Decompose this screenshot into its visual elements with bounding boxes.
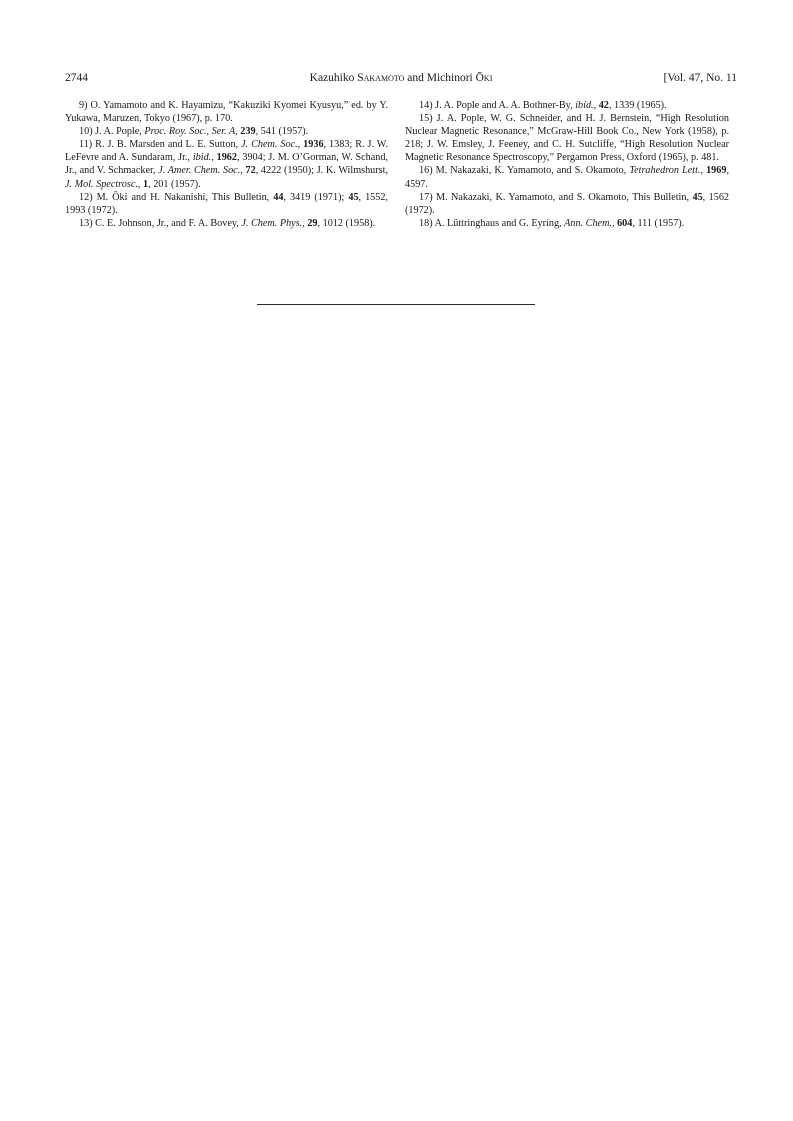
journal-title: J. Mol. Spectrosc. xyxy=(65,178,138,190)
volume-number: 72 xyxy=(245,165,256,177)
volume-number: 42 xyxy=(598,100,609,111)
volume-number: 604 xyxy=(617,217,633,229)
references-right-column xyxy=(405,99,729,230)
reference-entry xyxy=(405,164,729,190)
end-of-article-rule xyxy=(257,304,535,306)
running-title-mid: and Michinori xyxy=(404,72,476,84)
reference-entry xyxy=(65,217,388,230)
reference-text: , xyxy=(211,152,217,164)
volume-number: 44 xyxy=(273,191,284,203)
volume-number: 29 xyxy=(307,217,318,229)
reference-text: 13) C. E. Johnson, Jr., and F. A. Bovey, xyxy=(79,217,242,229)
reference-text: , xyxy=(297,139,304,151)
volume-number: 1936 xyxy=(303,139,324,151)
reference-entry xyxy=(405,99,729,112)
reference-text: , xyxy=(611,217,618,229)
reference-text: 10) J. A. Pople, xyxy=(79,126,145,138)
running-title-prefix: Kazuhiko xyxy=(309,72,358,84)
reference-text: 9) O. Yamamoto and K. Hayamizu, “Kakuziki Kyomei Kyusyu,” ed. by Y. Yukawa, Maruzen, Tokyo (1967), p. 170. xyxy=(65,100,388,125)
journal-title: ibid. xyxy=(192,152,212,164)
reference-entry xyxy=(65,99,388,125)
reference-text: , xyxy=(240,165,246,177)
reference-text: 16) M. Nakazaki, K. Yamamoto, and S. Okamoto, xyxy=(419,165,630,177)
journal-title: Tetrahedron Lett. xyxy=(629,165,701,177)
volume-number: 1962 xyxy=(216,152,237,164)
author-surname-2: Ōki xyxy=(475,72,493,84)
journal-title: Ann. Chem. xyxy=(564,217,612,229)
volume-number: 1969 xyxy=(706,165,727,177)
reference-entry xyxy=(65,125,388,138)
volume-number: 239 xyxy=(240,126,256,138)
reference-text: , 111 (1957). xyxy=(632,217,685,229)
journal-title: J. Amer. Chem. Soc. xyxy=(158,165,241,177)
reference-text: 11) R. J. B. Marsden and L. E. Sutton, xyxy=(79,139,242,151)
reference-text: , 4597. xyxy=(405,165,729,190)
reference-text: , 3419 (1971); xyxy=(283,191,349,203)
reference-text: , 1012 (1958). xyxy=(317,217,376,229)
reference-text: , xyxy=(302,217,308,229)
references-left-column xyxy=(65,99,388,230)
reference-text: , xyxy=(137,178,143,190)
reference-text: , 1562 (1972). xyxy=(405,191,730,216)
reference-text: , 541 (1957). xyxy=(255,126,309,138)
journal-title: Proc. Roy. Soc., Ser. A xyxy=(144,126,236,138)
reference-text: , xyxy=(593,100,599,111)
reference-entry xyxy=(405,217,729,230)
page-number: 2744 xyxy=(65,72,88,84)
reference-entry xyxy=(405,112,729,164)
volume-number: 45 xyxy=(692,191,703,203)
journal-title: J. Chem. Soc. xyxy=(241,139,298,151)
author-surname-1: Sakamoto xyxy=(357,72,405,84)
reference-text: , 4222 (1950); J. K. Wilmshurst, xyxy=(255,165,389,177)
volume-number: 1 xyxy=(143,178,149,190)
reference-text: 18) A. Lüttringhaus and G. Eyring, xyxy=(419,217,565,229)
reference-text: 17) M. Nakazaki, K. Yamamoto, and S. Okamoto, This Bulletin, xyxy=(419,191,693,203)
reference-text: 15) J. A. Pople, W. G. Schneider, and H. J. Bernstein, “High Resolution Nuclear Magnetic Resonance,” McGraw-Hill Book Co., New York (1958), p. 218; J. W. Emsley, J. Feeney, and C. H. Sutcliffe, “High Resolution Nuclear Magnetic Resonance Spectroscopy,” Pergamon Press, Oxford (1965), p. 481. xyxy=(405,113,729,164)
reference-text: , xyxy=(700,165,707,177)
reference-text: , xyxy=(235,126,241,138)
journal-title: J. Chem. Phys. xyxy=(241,217,303,229)
journal-title: ibid. xyxy=(575,100,594,111)
reference-entry xyxy=(65,138,388,190)
running-header xyxy=(65,72,737,88)
running-title xyxy=(65,72,737,84)
reference-text: , 3904; J. M. O’Gorman, W. Schand, Jr., and V. Schmacker, xyxy=(65,152,389,177)
reference-text: 12) M. Ōki and H. Nakanishi, This Bulletin, xyxy=(79,191,274,203)
reference-text: , 1383; R. J. W. LeFevre and A. Sundaram, Jr., xyxy=(65,139,389,164)
reference-entry xyxy=(65,191,388,217)
reference-entry xyxy=(405,191,729,217)
reference-text: , 1339 (1965). xyxy=(608,100,667,111)
reference-text: , 1552, 1993 (1972). xyxy=(65,191,388,216)
reference-text: , 201 (1957). xyxy=(148,178,201,190)
volume-info: [Vol. 47, No. 11 xyxy=(663,72,737,84)
reference-text: 14) J. A. Pople and A. A. Bothner-By, xyxy=(419,100,576,111)
volume-number: 45 xyxy=(348,191,359,203)
